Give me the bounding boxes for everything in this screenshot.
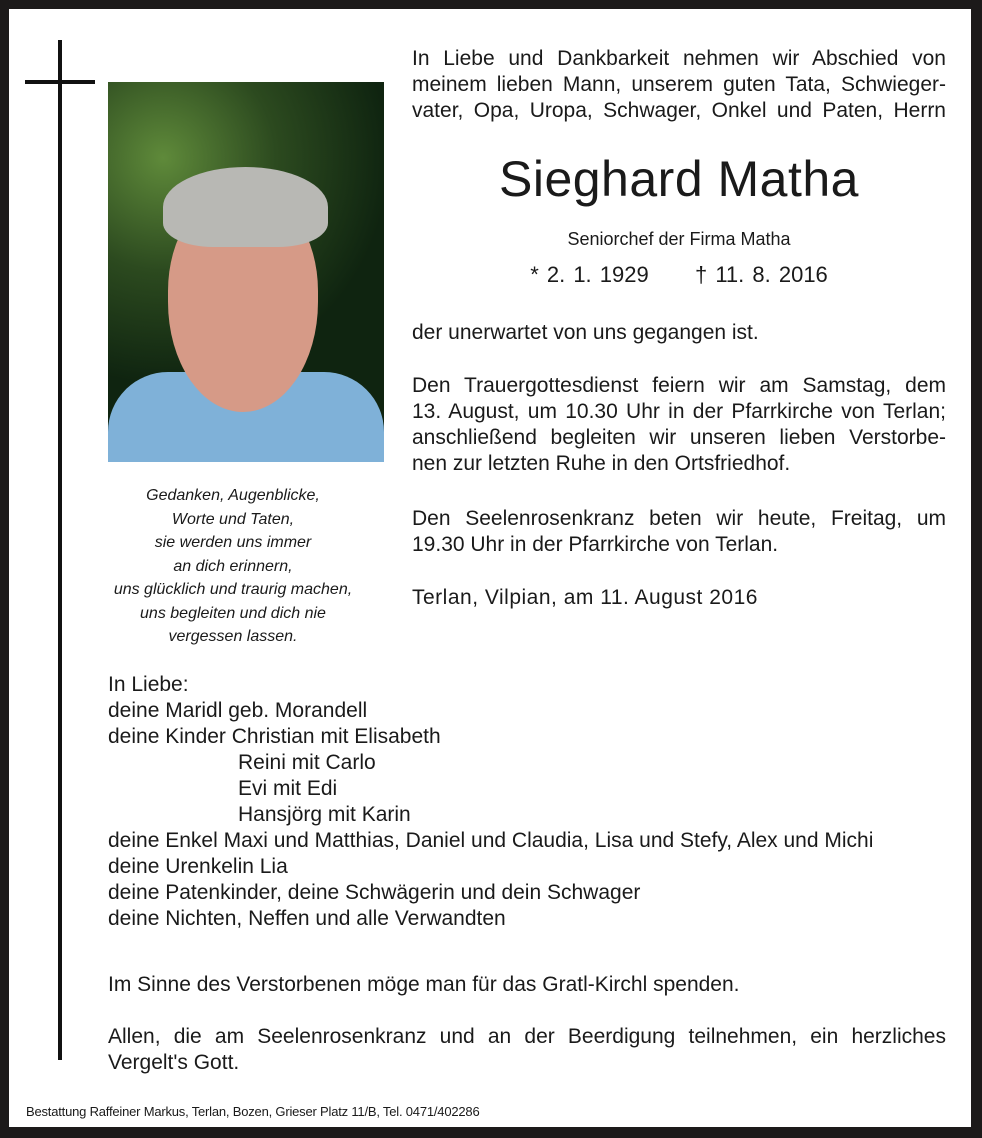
- rosary-text: [412, 506, 946, 558]
- deceased-name: Sieghard Matha: [498, 151, 859, 207]
- poem-line: Gedanken, Augenblicke,: [146, 487, 320, 504]
- thanks-text: [108, 1024, 946, 1076]
- poem-line: vergessen lassen.: [168, 628, 298, 645]
- service-line: anschließend begleiten wir unseren lieben Verstorbe-: [412, 426, 946, 449]
- donation-text: Im Sinne des Verstorbenen möge man für das Gratl-Kirchl spenden.: [108, 973, 740, 996]
- intro: [412, 46, 946, 124]
- rosary-line: 19.30 Uhr in der Pfarrkirche von Terlan.: [412, 533, 779, 556]
- poem-line: Worte und Taten,: [171, 510, 295, 528]
- mourner-line: deine Kinder Christian mit Elisabeth: [108, 725, 441, 748]
- mourner-line: Evi mit Edi: [238, 777, 338, 800]
- mourner-line: deine Maridl geb. Morandell: [108, 699, 368, 722]
- mourner-line: Reini mit Carlo: [238, 751, 376, 774]
- intro-line: meinem lieben Mann, unserem guten Tata, Schwieger-: [412, 73, 946, 96]
- thanks-line: Allen, die am Seelenrosenkranz und an der Beerdigung teilnehmen, ein herzliches: [108, 1025, 946, 1048]
- service-line: 13. August, um 10.30 Uhr in der Pfarrkirche von Terlan;: [412, 400, 946, 423]
- poem: [108, 484, 358, 649]
- passed-text: der unerwartet von uns gegangen ist.: [412, 321, 759, 344]
- death-date: † 11. 8. 2016: [694, 262, 828, 287]
- mourner-line: deine Patenkinder, deine Schwägerin und dein Schwager: [108, 881, 641, 904]
- portrait-photo: [108, 82, 384, 462]
- place-date: Terlan, Vilpian, am 11. August 2016: [412, 586, 758, 609]
- service-line: nen zur letzten Ruhe in den Ortsfriedhof.: [412, 452, 791, 475]
- intro-line: vater, Opa, Uropa, Schwager, Onkel und Paten, Herrn: [412, 99, 946, 122]
- rosary-line: Den Seelenrosenkranz beten wir heute, Freitag, um: [412, 507, 946, 530]
- poem-line: an dich erinnern,: [173, 557, 293, 575]
- mourners: [108, 672, 873, 932]
- mourner-line: deine Nichten, Neffen und alle Verwandten: [108, 907, 506, 930]
- service-line: Den Trauergottesdienst feiern wir am Samstag, dem: [412, 374, 946, 397]
- dates: [412, 262, 946, 288]
- thanks-line: Vergelt's Gott.: [108, 1051, 240, 1074]
- funeral-home-footer: Bestattung Raffeiner Markus, Terlan, Bozen, Grieser Platz 11/B, Tel. 0471/402286: [26, 1104, 480, 1119]
- poem-line: sie werden uns immer: [154, 534, 312, 551]
- subtitle: Seniorchef der Firma Matha: [567, 229, 791, 249]
- mourner-line: deine Urenkelin Lia: [108, 855, 288, 878]
- mourner-line: deine Enkel Maxi und Matthias, Daniel und Claudia, Lisa und Stefy, Alex und Michi: [108, 829, 874, 852]
- birth-date: * 2. 1. 1929: [530, 262, 649, 287]
- cross-bar: [25, 80, 95, 84]
- poem-line: uns glücklich und traurig machen,: [113, 581, 353, 598]
- mourner-line: Hansjörg mit Karin: [238, 803, 411, 826]
- poem-line: uns begleiten und dich nie: [140, 604, 326, 622]
- intro-line: In Liebe und Dankbarkeit nehmen wir Abschied von: [412, 47, 946, 70]
- mourner-line: In Liebe:: [108, 673, 189, 696]
- service-text: [412, 373, 946, 477]
- cross-icon: [58, 40, 62, 1060]
